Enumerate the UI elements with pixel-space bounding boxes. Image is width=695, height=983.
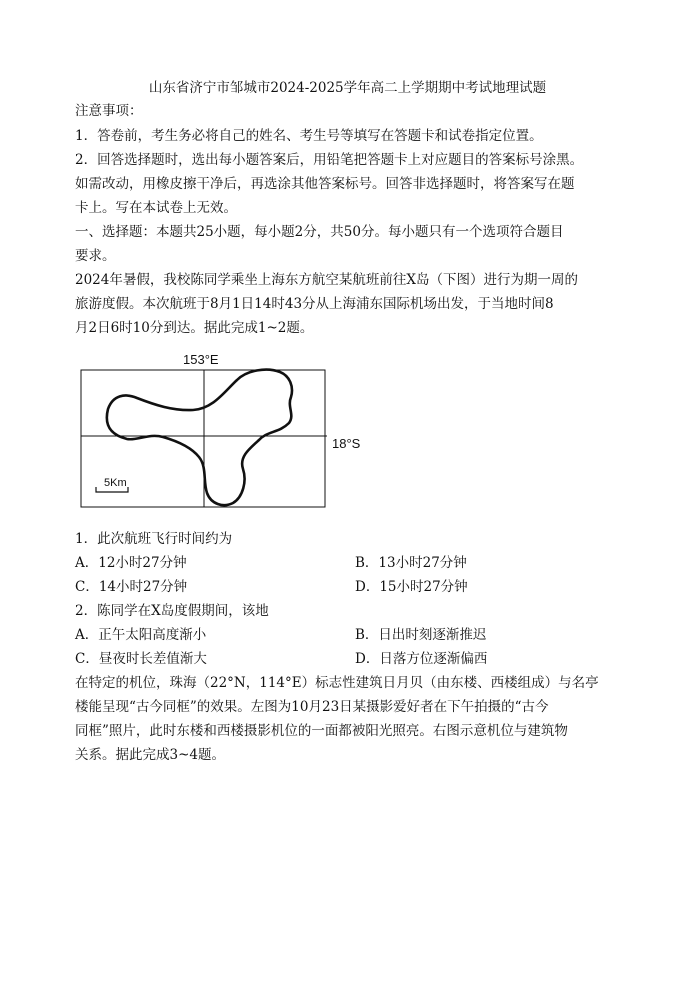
passage-line: 月2日6时10分到达。据此完成1~2题。: [75, 320, 314, 336]
longitude-label: 153°E: [183, 352, 219, 367]
passage-line: 在特定的机位，珠海（22°N，114°E）标志性建筑日月贝（由东楼、西楼组成）与名亭: [75, 675, 599, 691]
passage-line: 楼能呈现“古今同框”的效果。左图为10月23日某摄影爱好者在下午拍摄的“古今: [75, 699, 549, 715]
question-1-option-d: D．15小时27分钟: [355, 579, 468, 595]
island-outline: [107, 370, 292, 506]
exam-title: 山东省济宁市邹城市2024-2025学年高二上学期期中考试地理试题: [148, 80, 547, 96]
question-2-stem: 2．陈同学在X岛度假期间，该地: [75, 603, 269, 619]
question-1-stem: 1．此次航班飞行时间约为: [75, 531, 233, 547]
latitude-label: 18°S: [332, 436, 361, 451]
question-2-option-b: B．日出时刻逐渐推迟: [355, 627, 487, 643]
question-2-option-a: A．正午太阳高度渐小: [75, 627, 207, 643]
notice-line: 1．答卷前，考生务必将自己的姓名、考生号等填写在答题卡和试卷指定位置。: [75, 128, 543, 144]
question-2-option-c: C．昼夜时长差值渐大: [75, 651, 207, 667]
section-instructions: 一、选择题：本题共25小题，每小题2分，共50分。每小题只有一个选项符合题目: [75, 224, 564, 240]
question-2-option-d: D．日落方位逐渐偏西: [355, 651, 488, 667]
question-1-option-c: C．14小时27分钟: [75, 579, 188, 595]
passage-line: 关系。据此完成3~4题。: [75, 747, 225, 763]
passage-line: 2024年暑假，我校陈同学乘坐上海东方航空某航班前往X岛（下图）进行为期一周的: [75, 272, 578, 288]
notice-line: 卡上。写在本试卷上无效。: [75, 200, 237, 216]
question-1-option-b: B．13小时27分钟: [355, 555, 467, 571]
notice-line: 2．回答选择题时，选出每小题答案后，用铅笔把答题卡上对应题目的答案标号涂黑。: [75, 152, 584, 168]
notice-line: 如需改动，用橡皮擦干净后，再选涂其他答案标号。回答非选择题时，将答案写在题: [75, 176, 575, 192]
question-1-option-a: A．12小时27分钟: [75, 555, 187, 571]
scale-label: 5Km: [104, 477, 127, 489]
passage-line: 同框”照片，此时东楼和西楼摄影机位的一面都被阳光照亮。右图示意机位与建筑物: [75, 723, 568, 739]
passage-line: 旅游度假。本次航班于8月1日14时43分从上海浦东国际机场出发，于当地时间8: [75, 296, 554, 312]
notice-heading: 注意事项：: [75, 103, 143, 119]
section-instructions: 要求。: [75, 248, 116, 264]
island-map: [75, 345, 375, 515]
